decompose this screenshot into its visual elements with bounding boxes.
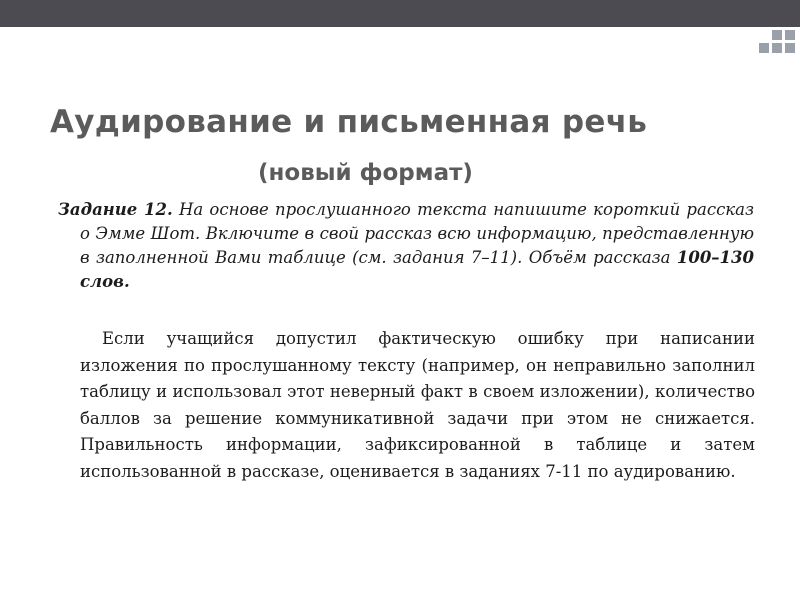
decor-square (785, 30, 795, 40)
decor-square (772, 30, 782, 40)
slide-subtitle: (новый формат) (258, 160, 473, 186)
task-paragraph (58, 198, 754, 294)
decor-square (772, 43, 782, 53)
decor-square (759, 43, 769, 53)
rule-paragraph: Если учащийся допустил фактическую ошибку при написании изложения по прослушанному тексту (например, он неправильно заполнил таблицу и использовал этот неверный факт в своем изложении), количество баллов за решение коммуникативной задачи при этом не снижается. Правильность информации, зафиксированной в таблице и затем использованной в рассказе, оценивается в заданиях 7-11 по аудированию. (80, 329, 755, 481)
slide-title: Аудирование и письменная речь (50, 104, 648, 140)
task-body (58, 198, 754, 294)
task-text: На основе прослушанного текста напишите короткий рассказ о Эмме Шот. Включите в свой рассказ всю информацию, представленную в заполненной Вами таблице (см. задания 7–11). Объём рассказа (80, 200, 754, 267)
task-label: Задание 12. (58, 200, 173, 219)
task-word-count: 100–130 слов. (80, 248, 754, 291)
decor-square (785, 43, 795, 53)
top-bar (0, 0, 800, 27)
corner-decoration (0, 27, 800, 61)
